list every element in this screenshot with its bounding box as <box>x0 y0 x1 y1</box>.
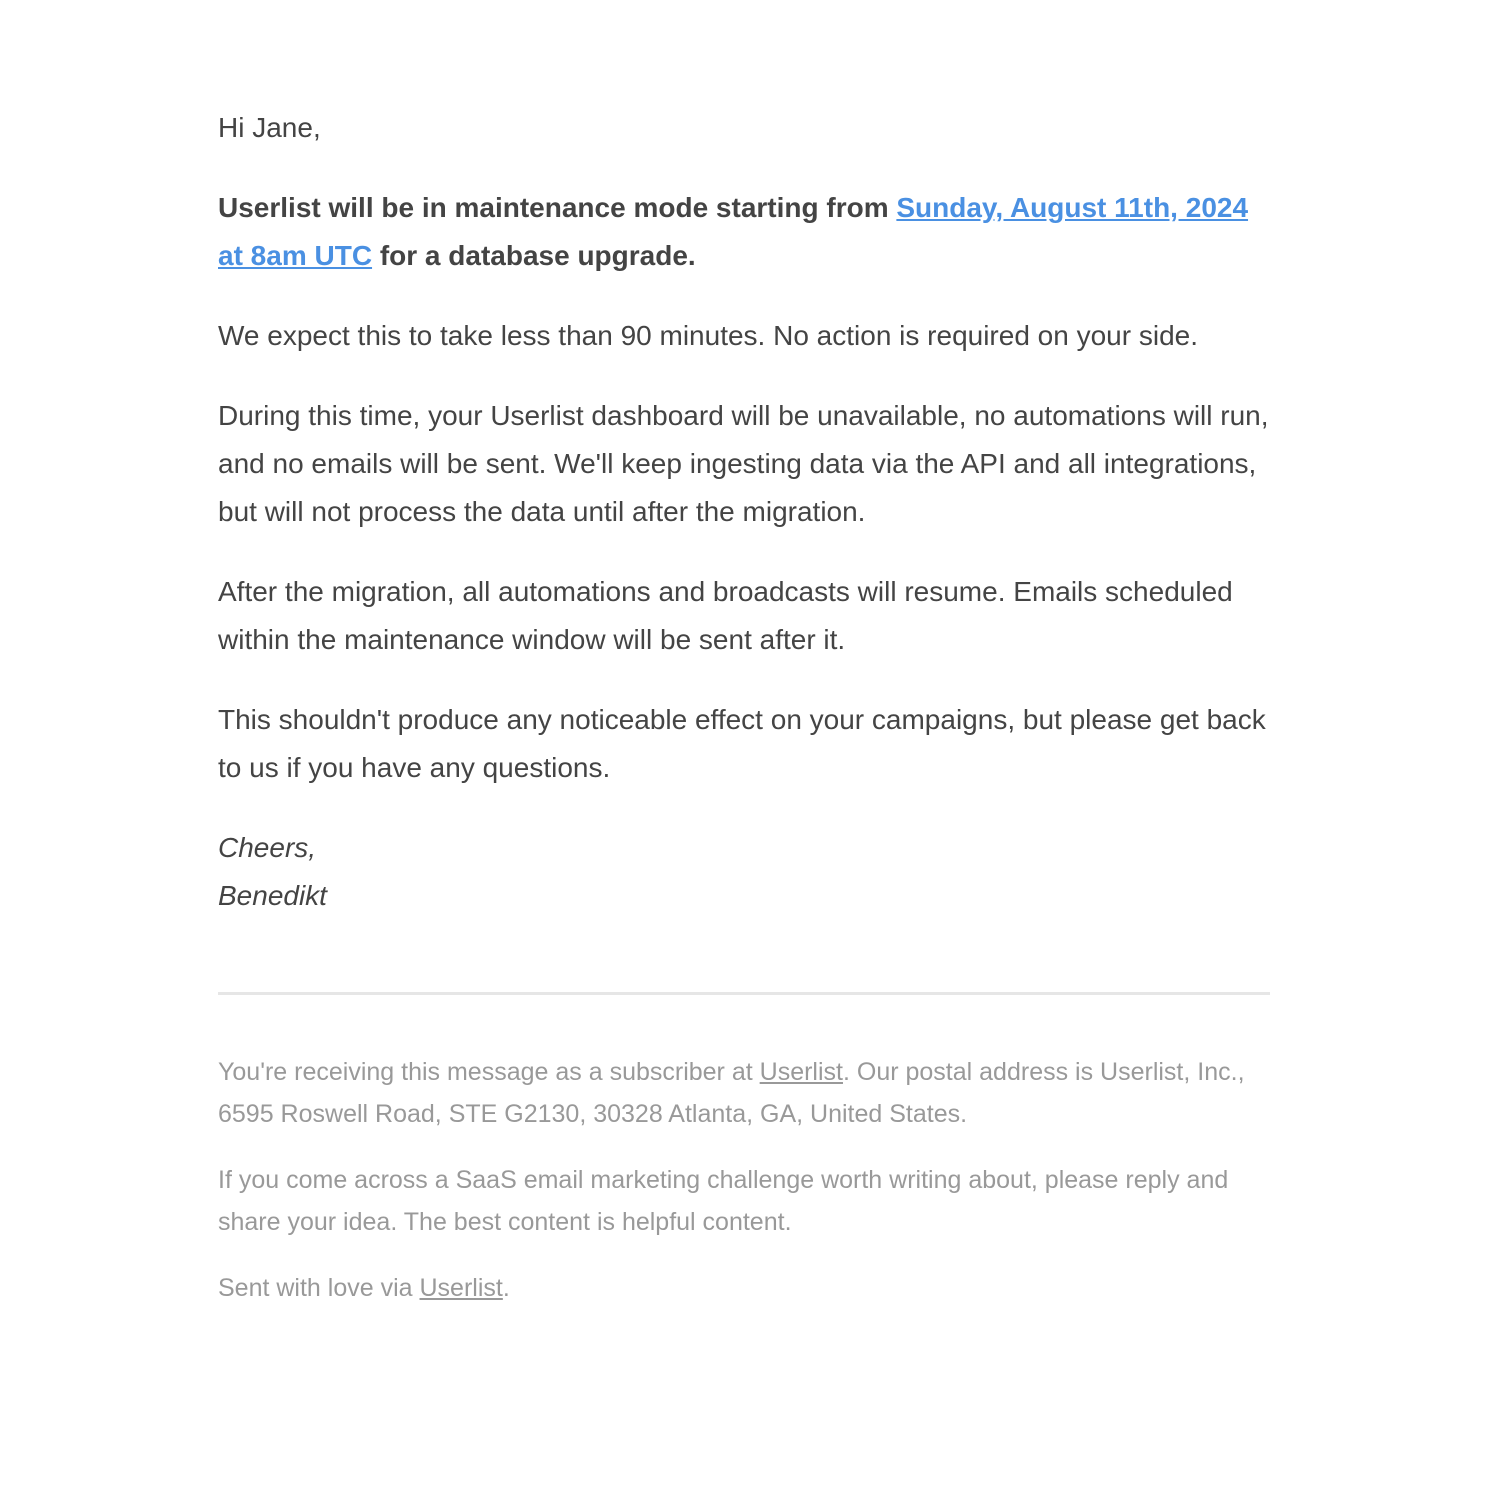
sent-via <box>218 1267 1270 1309</box>
sent-via-userlist-link[interactable]: Userlist <box>419 1274 503 1302</box>
sent-via-period: . <box>502 1274 510 1302</box>
userlist-link[interactable]: Userlist <box>759 1058 843 1086</box>
email-footer <box>218 1051 1270 1309</box>
subscriber-text: You're receiving this message as a subscriber at <box>218 1058 760 1086</box>
paragraph-questions: This shouldn't produce any noticeable effect on your campaigns, but please get back to us if you have any questions. <box>218 704 1266 783</box>
postal-address: . Our postal address is Userlist, Inc., 6595 Roswell Road, STE G2130, 30328 Atlanta, GA, United States. <box>218 1058 1245 1128</box>
signoff: Cheers, <box>218 832 317 863</box>
subscriber-notice <box>218 1051 1270 1135</box>
maintenance-date-link[interactable]: Sunday, August 11th, 2024 at 8am UTC <box>218 192 1249 271</box>
signature-name: Benedikt <box>218 880 327 911</box>
greeting: Hi Jane, <box>218 112 321 143</box>
sent-via-text: Sent with love via <box>218 1274 420 1302</box>
paragraph-impact: During this time, your Userlist dashboard will be unavailable, no automations will run, and no emails will be sent. We'll keep ingesting data via the API and all integrations, but will not process the data until after the migration. <box>218 400 1269 527</box>
email-body <box>218 104 1270 1333</box>
maintenance-announcement <box>218 184 1270 280</box>
paragraph-duration: We expect this to take less than 90 minutes. No action is required on your side. <box>218 320 1198 351</box>
footer-divider <box>218 992 1270 995</box>
signature-block <box>218 824 1270 920</box>
announcement-text: Userlist will be in maintenance mode starting from <box>218 192 897 223</box>
share-idea-text: If you come across a SaaS email marketing challenge worth writing about, please reply and share your idea. The best content is helpful content. <box>218 1166 1229 1236</box>
paragraph-after-migration: After the migration, all automations and broadcasts will resume. Emails scheduled within the maintenance window will be sent after it. <box>218 576 1233 655</box>
announcement-text-end: for a database upgrade. <box>372 240 696 271</box>
